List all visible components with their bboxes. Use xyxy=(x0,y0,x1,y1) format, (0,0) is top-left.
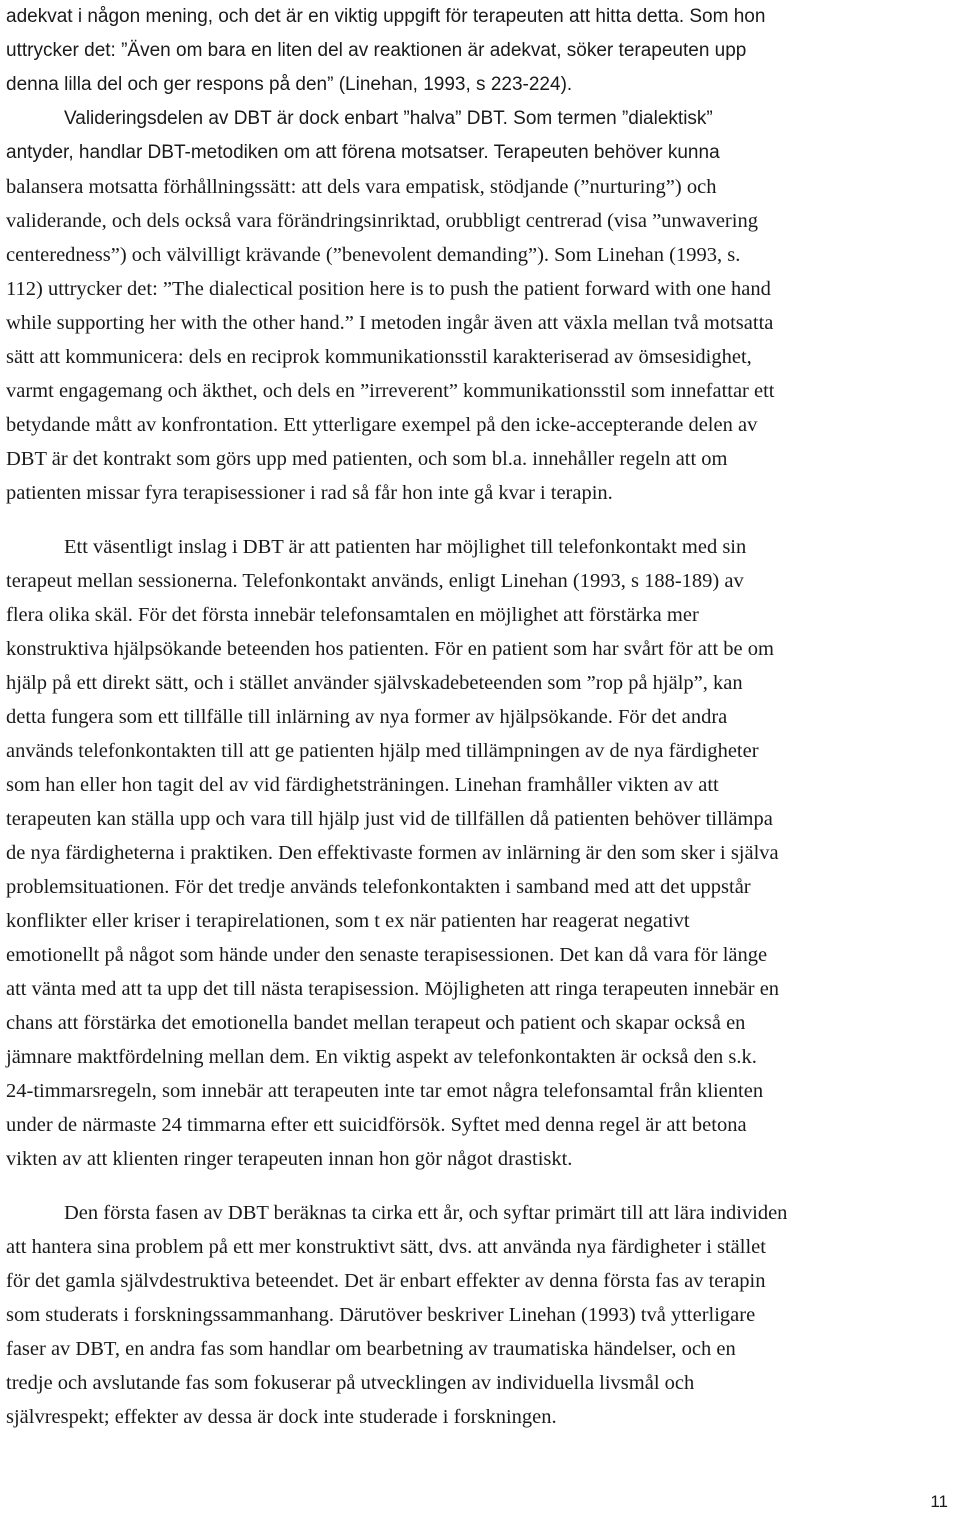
text-line: som studerats i forskningssammanhang. Därutöver beskriver Linehan (1993) två ytterligare xyxy=(6,1304,756,1326)
text-line: konflikter eller kriser i terapirelationen, som t ex när patienten har reagerat negativt xyxy=(6,910,690,932)
paragraph-1 xyxy=(6,0,956,102)
page-number: 11 xyxy=(930,1492,948,1511)
text-line: Valideringsdelen av DBT är dock enbart ”halva” DBT. Som termen ”dialektisk” xyxy=(64,108,713,129)
text-line: problemsituationen. För det tredje används telefonkontakten i samband med att det uppstår xyxy=(6,876,751,898)
paragraph-gap xyxy=(6,1176,956,1196)
text-line: tredje och avslutande fas som fokuserar på utvecklingen av individuella livsmål och xyxy=(6,1372,695,1394)
text-line: som han eller hon tagit del av vid färdighetsträningen. Linehan framhåller vikten av att xyxy=(6,774,719,796)
text-line: faser av DBT, en andra fas som handlar om bearbetning av traumatiska händelser, och en xyxy=(6,1338,736,1360)
paragraph-2 xyxy=(6,102,956,510)
text-line: varmt engagemang och äkthet, och dels en ”irreverent” kommunikationsstil som innefattar ett xyxy=(6,380,775,402)
text-line: vikten av att klienten ringer terapeuten innan hon gör något drastiskt. xyxy=(6,1148,573,1170)
text-line: de nya färdigheterna i praktiken. Den effektivaste formen av inlärning är den som sker i själva xyxy=(6,842,779,864)
text-line: att hantera sina problem på ett mer konstruktivt sätt, dvs. att använda nya färdigheter i stället xyxy=(6,1236,766,1258)
text-line: validerande, och dels också vara förändringsinriktad, orubbligt centrerad (visa ”unwavering xyxy=(6,210,758,232)
text-line: balansera motsatta förhållningssätt: att dels vara empatisk, stödjande (”nurturing”) och xyxy=(6,176,717,198)
text-line: för det gamla självdestruktiva beteendet. Det är enbart effekter av denna första fas av terapin xyxy=(6,1270,766,1292)
text-line: antyder, handlar DBT-metodiken om att förena motsatser. Terapeuten behöver kunna xyxy=(6,142,720,163)
text-line: patienten missar fyra terapisessioner i rad så får hon inte gå kvar i terapin. xyxy=(6,482,613,504)
text-line: sätt att kommunicera: dels en reciprok kommunikationsstil karakteriserad av ömsesidighet, xyxy=(6,346,752,368)
text-line: while supporting her with the other hand.” I metoden ingår även att växla mellan två motsatta xyxy=(6,312,774,334)
paragraph-3 xyxy=(6,530,956,1176)
text-line: självrespekt; effekter av dessa är dock inte studerade i forskningen. xyxy=(6,1406,557,1428)
text-line: används telefonkontakten till att ge patienten hjälp med tillämpningen av de nya färdigheter xyxy=(6,740,759,762)
text-line: att vänta med att ta upp det till nästa terapisession. Möjligheten att ringa terapeuten innebär en xyxy=(6,978,780,1000)
text-line: emotionellt på något som hände under den senaste terapisessionen. Det kan då vara för länge xyxy=(6,944,768,966)
text-line: Den första fasen av DBT beräknas ta cirka ett år, och syftar primärt till att lära individen xyxy=(64,1202,788,1224)
text-line: DBT är det kontrakt som görs upp med patienten, och som bl.a. innehåller regeln att om xyxy=(6,448,728,470)
text-line: under de närmaste 24 timmarna efter ett suicidförsök. Syftet med denna regel är att betona xyxy=(6,1114,747,1136)
paragraph-4 xyxy=(6,1196,956,1434)
text-line: konstruktiva hjälpsökande beteenden hos patienten. För en patient som har svårt för att be om xyxy=(6,638,774,660)
text-line: terapeuten kan ställa upp och vara till hjälp just vid de tillfällen då patienten behöver tillämpa xyxy=(6,808,773,830)
text-line: Ett väsentligt inslag i DBT är att patienten har möjlighet till telefonkontakt med sin xyxy=(64,536,747,558)
text-line: hjälp på ett direkt sätt, och i stället använder självskadebeteenden som ”rop på hjälp”, kan xyxy=(6,672,743,694)
text-line: 24-timmarsregeln, som innebär att terapeuten inte tar emot några telefonsamtal från klienten xyxy=(6,1080,764,1102)
text-line: betydande mått av konfrontation. Ett ytterligare exempel på den icke-accepterande delen av xyxy=(6,414,758,436)
text-line: flera olika skäl. För det första innebär telefonsamtalen en möjlighet att förstärka mer xyxy=(6,604,699,626)
text-line: chans att förstärka det emotionella bandet mellan terapeut och patient och skapar också en xyxy=(6,1012,746,1034)
paragraph-gap xyxy=(6,510,956,530)
text-line: 112) uttrycker det: ”The dialectical position here is to push the patient forward with one hand xyxy=(6,278,771,300)
text-line: detta fungera som ett tillfälle till inlärning av nya former av hjälpsökande. För det andra xyxy=(6,706,728,728)
text-line: adekvat i någon mening, och det är en viktig uppgift för terapeuten att hitta detta. Som hon xyxy=(6,6,766,27)
document-page xyxy=(6,0,956,1434)
text-line: jämnare maktfördelning mellan dem. En viktig aspekt av telefonkontakten är också den s.k. xyxy=(6,1046,757,1068)
text-line: uttrycker det: ”Även om bara en liten del av reaktionen är adekvat, söker terapeuten upp xyxy=(6,40,747,61)
text-line: centeredness”) och välvilligt krävande (”benevolent demanding”). Som Linehan (1993, s. xyxy=(6,244,741,266)
text-line: terapeut mellan sessionerna. Telefonkontakt används, enligt Linehan (1993, s 188-189) av xyxy=(6,570,744,592)
text-line: denna lilla del och ger respons på den” (Linehan, 1993, s 223-224). xyxy=(6,74,573,95)
